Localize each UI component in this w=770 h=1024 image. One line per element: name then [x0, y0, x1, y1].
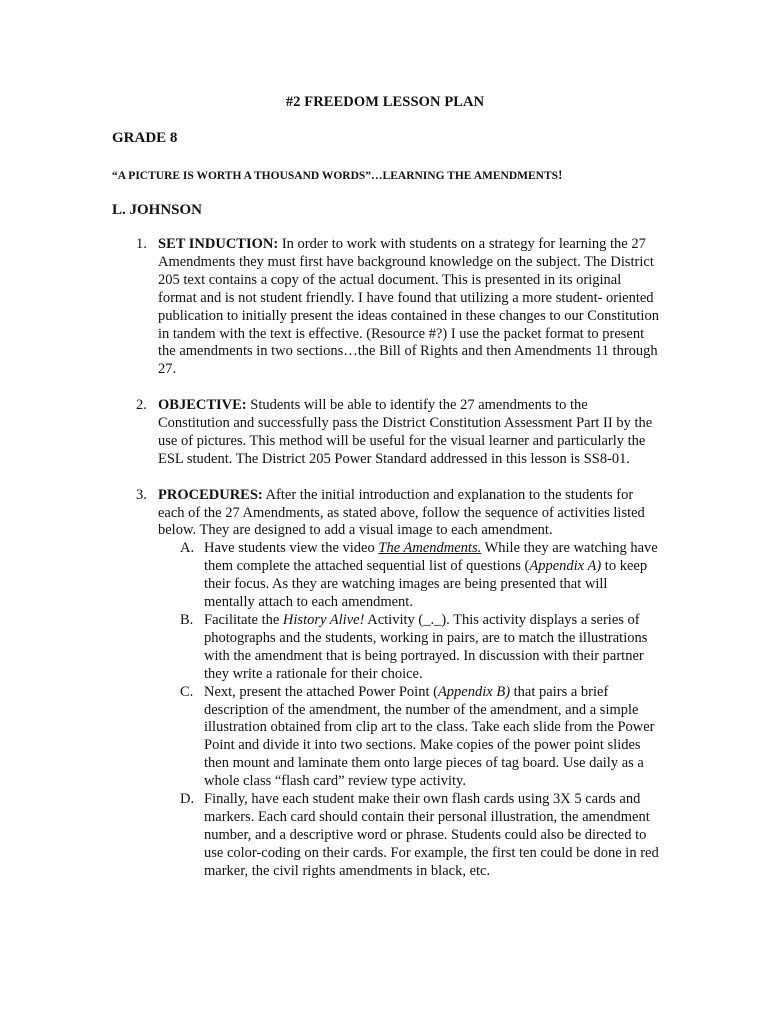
procedure-text: that pairs a brief description of the amendment, the number of the amendment, and a simple illustration obtained from clip art to the class. Take each slide from the Power Point and divide it into two sections. Make copies of the power point slides then mount and laminate them onto large pieces of tag board. Use daily as a whole class “flash card” review type activity. — [204, 683, 655, 790]
procedure-item-d — [158, 791, 660, 881]
section-procedures — [112, 487, 660, 881]
section-number: 1. — [136, 236, 147, 252]
grade-heading: GRADE 8 — [112, 130, 178, 146]
section-heading: SET INDUCTION: — [158, 236, 279, 252]
appendix-reference: Appendix B) — [437, 683, 511, 700]
section-text: After the initial introduction and explanation to the students for each of the 27 Amendments, as stated above, follow the sequence of activities listed below. They are designed to add a visual image to each amendment. — [158, 486, 645, 539]
author-name: L. JOHNSON — [112, 202, 203, 218]
procedure-item-a — [158, 540, 660, 612]
procedure-letter: C. — [180, 683, 194, 700]
procedure-text: Activity (_._). This activity displays a series of photographs and the students, working in pairs, are to match the illustrations with the amendment that is being portrayed. In discussion with their partner they write a rationale for their choice. — [204, 612, 648, 682]
procedure-text: While they are watching have them complete the attached sequential list of questions ( — [204, 540, 658, 575]
lesson-subtitle — [112, 167, 562, 183]
section-objective — [112, 397, 660, 469]
section-number: 3. — [136, 486, 147, 503]
procedure-letter: D. — [180, 791, 195, 808]
section-set-induction — [112, 236, 660, 379]
subtitle-exclamation: ! — [558, 167, 563, 182]
lesson-sections — [112, 236, 660, 881]
section-number: 2. — [136, 397, 147, 414]
book-title: History Alive! — [282, 612, 365, 628]
procedure-text: to keep their focus. As they are watching images are being presented that will mentally attach to each amendment. — [204, 558, 648, 611]
section-text: In order to work with students on a strategy for learning the 27 Amendments they must first have background knowledge on the subject. The District 205 text contains a copy of the actual document. This is presented in its original format and is not student friendly. I have found that utilizing a more student- oriented publication to initially present the ideas contained in these changes to our Constitution in tandem with the text is effective. (Resource #?) I use the packet format to present the amendments in two sections…the Bill of Rights and then Amendments 11 through 27. — [158, 236, 659, 378]
procedure-text: Finally, have each student make their own flash cards using 3X 5 cards and markers. Each card should contain their personal illustration, the amendment number, and a descriptive word or phrase. Students could also be directed to use color-coding on their cards. For example, the first ten could be done in red marker, the civil rights amendments in black, etc. — [204, 791, 659, 879]
procedure-text: Next, present the attached Power Point ( — [204, 683, 438, 700]
procedure-text: Facilitate the — [204, 612, 283, 628]
procedure-letter: A. — [180, 540, 195, 557]
procedures-intro — [158, 487, 660, 541]
section-heading: PROCEDURES: — [158, 486, 263, 503]
video-title: The Amendments. — [378, 540, 482, 557]
procedure-item-c — [158, 684, 660, 791]
procedure-text: Have students view the video — [204, 540, 379, 557]
procedure-letter: B. — [180, 612, 194, 628]
page-title: #2 FREEDOM LESSON PLAN — [285, 94, 485, 110]
appendix-reference: Appendix A) — [529, 558, 602, 575]
section-heading: OBJECTIVE: — [158, 397, 247, 414]
subtitle-text: “A PICTURE IS WORTH A THOUSAND WORDS”…LEARNING THE AMENDMENTS — [112, 170, 559, 182]
procedure-item-b — [158, 612, 660, 684]
section-text: Students will be able to identify the 27 amendments to the Constitution and successfully pass the District Constitution Assessment Part II by the use of pictures. This method will be useful for the visual learner and particularly the ESL student. The District 205 Power Standard addressed in this lesson is SS8-01. — [158, 397, 653, 467]
